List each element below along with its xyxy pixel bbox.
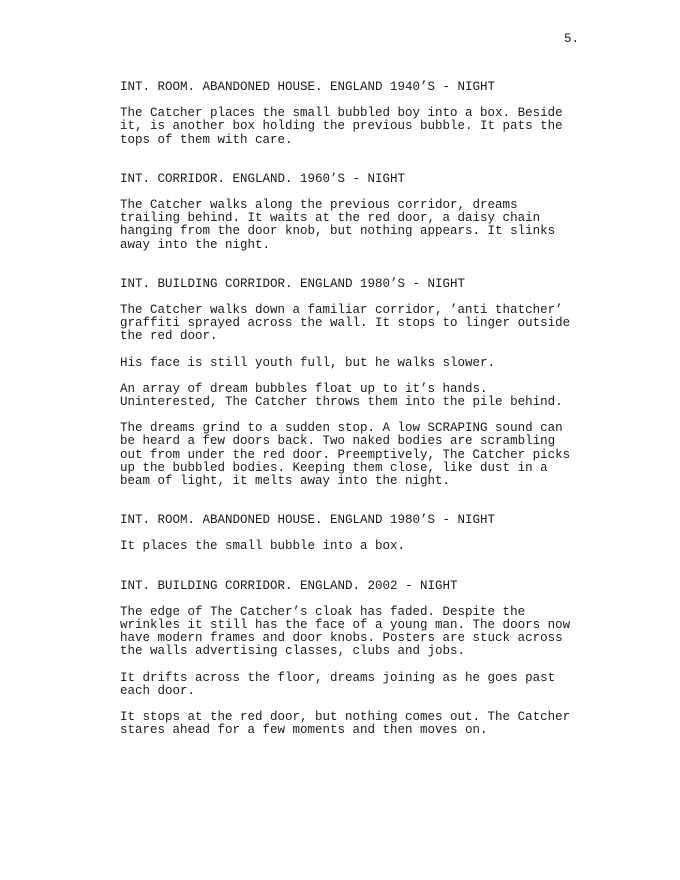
action-paragraph: The Catcher walks down a familiar corridor, ’anti thatcher’ graffiti sprayed across the wall. It stops to linger outside the red door. (120, 303, 571, 344)
action-paragraph: His face is still youth full, but he walks slower. (120, 355, 496, 370)
action-paragraph: The dreams grind to a sudden stop. A low SCRAPING sound can be heard a few doors back. Two naked bodies are scrambling out from under the red door. Preemptively, The Catcher picks up the bubbled bodies. Keeping them close, like dust in a beam of light, it melts away into the night. (120, 421, 571, 489)
action-paragraph: The edge of The Catcher’s cloak has faded. Despite the wrinkles it still has the face of a young man. The doors now have modern frames and door knobs. Posters are stuck across the walls advertising classes, clubs and jobs. (120, 604, 571, 659)
action-paragraph: It drifts across the floor, dreams joining as he goes past each door. (120, 670, 556, 698)
scene-heading: INT. ROOM. ABANDONED HOUSE. ENGLAND 1940’S - NIGHT (120, 80, 496, 94)
action-paragraph: It stops at the red door, but nothing comes out. The Catcher stares ahead for a few moments and then moves on. (120, 710, 571, 738)
page-number: 5. (564, 32, 580, 46)
action-paragraph: The Catcher walks along the previous corridor, dreams trailing behind. It waits at the red door, a daisy chain hanging from the door knob, but nothing appears. It slinks away into the night. (120, 198, 556, 252)
script-body (120, 81, 620, 751)
scene-heading: INT. BUILDING CORRIDOR. ENGLAND. 2002 - NIGHT (120, 578, 458, 593)
scene-heading: INT. BUILDING CORRIDOR. ENGLAND 1980’S - NIGHT (120, 276, 466, 291)
scene-heading: INT. CORRIDOR. ENGLAND. 1960’S - NIGHT (120, 171, 406, 186)
action-paragraph: An array of dream bubbles float up to it’s hands. Uninterested, The Catcher throws them into the pile behind. (120, 381, 563, 410)
action-paragraph: The Catcher places the small bubbled boy into a box. Beside it, is another box holding the previous bubble. It pats the tops of them with care. (120, 106, 563, 147)
action-paragraph: It places the small bubble into a box. (120, 539, 406, 554)
scene-heading: INT. ROOM. ABANDONED HOUSE. ENGLAND 1980’S - NIGHT (120, 513, 496, 528)
